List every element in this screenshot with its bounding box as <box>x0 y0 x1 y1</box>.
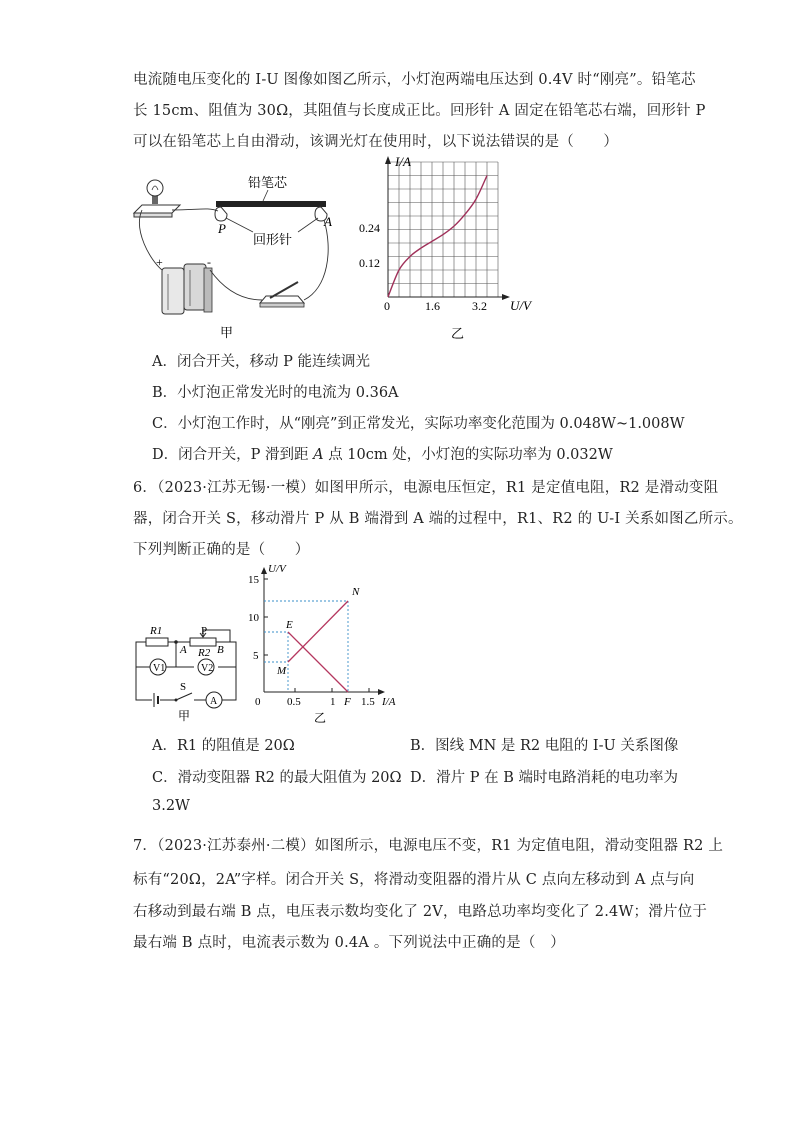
q6-option-c[interactable]: C．滑动变阻器 R2 的最大阻值为 20Ω <box>152 770 402 786</box>
label-p: P <box>218 221 226 236</box>
q7-line-4: 最右端 B 点时，电流表示数为 0.4A 。下列说法中正确的是（ ） <box>133 935 565 951</box>
minus-sign: - <box>207 255 211 269</box>
q5-option-d-post: 点 10cm 处，小灯泡的实际功率为 0.032W <box>323 447 613 463</box>
fig6-xtick-1: 1 <box>330 696 336 708</box>
q6-line-3: 下列判断正确的是（ ） <box>133 542 310 558</box>
point-n: N <box>352 586 360 598</box>
intro-line-2: 长 15cm、阻值为 30Ω，其阻值与长度成正比。回形针 A 固定在铅笔芯右端，回形针 P <box>133 103 706 119</box>
label-r1: R1 <box>150 625 163 637</box>
fig5-xtick-32: 3.2 <box>472 299 487 313</box>
fig5-x-arrow <box>502 294 510 300</box>
fig6-ui-graph <box>248 562 408 732</box>
q6-line-2: 器，闭合开关 S，移动滑片 P 从 B 端滑到 A 端的过程中，R1、R2 的 U-I 关系如图乙所示。 <box>133 511 743 527</box>
point-f: F <box>344 696 351 708</box>
fig5-graph-caption: 乙 <box>451 326 465 341</box>
label-s: S <box>180 681 187 693</box>
switch-icon <box>260 282 304 307</box>
q5-option-d-pre: D．闭合开关，P 滑到距 <box>152 447 314 463</box>
intro-line-3: 可以在铅笔芯上自由滑动，该调光灯在使用时，以下说法错误的是（ ） <box>133 134 619 150</box>
fig6-circuit <box>128 622 243 722</box>
q5-option-b[interactable]: B．小灯泡正常发光时的电流为 0.36A <box>152 385 399 401</box>
fig5-grid <box>388 162 498 297</box>
clip-p <box>215 207 227 221</box>
fig6-y-arrow <box>261 567 267 574</box>
q7-line-2: 标有“20Ω，2A”字样。闭合开关 S，将滑动变阻器的滑片从 C 点向左移动到 A 点与向 <box>133 872 695 888</box>
fig6-ytick-10: 10 <box>248 612 259 624</box>
q5-option-d-point: A <box>313 447 324 463</box>
point-m: M <box>277 665 287 677</box>
battery-icon <box>162 264 212 314</box>
bulb-icon <box>134 180 180 217</box>
label-ammeter: A <box>210 696 218 707</box>
fig6-xlabel: I/A <box>382 696 396 708</box>
plus-sign: + <box>156 255 163 269</box>
fig6-x-arrow <box>378 689 385 695</box>
clip-label: 回形针 <box>253 232 293 247</box>
intro-line-1: 电流随电压变化的 I-U 图像如图乙所示，小灯泡两端电压达到 0.4V 时“刚亮”。铅笔芯 <box>133 72 696 88</box>
label-v1: V1 <box>153 663 166 674</box>
fig6-circuit-caption: 甲 <box>178 709 191 722</box>
fig5-xtick-16: 1.6 <box>425 299 440 313</box>
pencil-lead <box>216 201 326 207</box>
fig6-ytick-5: 5 <box>253 650 259 662</box>
label-a: A <box>324 214 332 229</box>
point-e: E <box>286 619 293 631</box>
q7-line-1: 7．（2023·江苏泰州·二模）如图所示，电源电压不变，R1 为定值电阻，滑动变阻器 R2 上 <box>133 838 724 854</box>
q5-option-c[interactable]: C．小灯泡工作时，从“刚亮”到正常发光，实际功率变化范围为 0.048W~1.008W <box>152 416 685 432</box>
fig6-ytick-15: 15 <box>248 574 259 586</box>
rheostat-r2 <box>190 638 216 646</box>
fig5-circuit-caption: 甲 <box>220 325 234 340</box>
fig5-y-arrow <box>385 156 391 164</box>
fig6-xtick-15: 1.5 <box>361 696 375 708</box>
pencil-label: 铅笔芯 <box>248 175 288 190</box>
q6-option-d[interactable]: D．滑片 P 在 B 端时电路消耗的电功率为 <box>410 770 678 786</box>
resistor-r1 <box>146 638 168 646</box>
fig6-ylabel: U/V <box>268 563 286 575</box>
fig5-xlabel: U/V <box>510 298 531 313</box>
fig5-circuit <box>128 170 353 340</box>
fig6-graph-caption: 乙 <box>314 711 327 725</box>
q6-option-d-cont: 3.2W <box>152 798 190 814</box>
line-mn <box>288 601 348 662</box>
q6-line-1: 6．（2023·江苏无锡·一模）如图甲所示，电源电压恒定，R1 是定值电阻，R2 是滑动变阻 <box>133 480 719 496</box>
fig5-xtick-0: 0 <box>384 299 390 313</box>
q5-option-d[interactable] <box>152 443 613 464</box>
q6-option-b[interactable]: B．图线 MN 是 R2 电阻的 I-U 关系图像 <box>410 738 679 754</box>
fig6-xtick-05: 0.5 <box>287 696 301 708</box>
fig5-iu-graph <box>355 152 550 342</box>
label-p-slider: P <box>201 625 208 637</box>
line-ef <box>288 632 348 692</box>
label-a-node: A <box>180 644 187 656</box>
fig5-ytick-012: 0.12 <box>359 256 380 270</box>
q7-line-3: 右移动到最右端 B 点，电压表示数均变化了 2V，电路总功率均变化了 2.4W；滑片位于 <box>133 904 708 920</box>
fig5-ylabel: I/A <box>395 154 411 169</box>
label-v2: V2 <box>201 663 214 674</box>
fig6-xtick-0: 0 <box>255 696 261 708</box>
label-r2: R2 <box>198 647 211 659</box>
q5-option-a[interactable]: A．闭合开关，移动 P 能连续调光 <box>152 354 370 370</box>
q6-option-a[interactable]: A．R1 的阻值是 20Ω <box>152 738 295 754</box>
label-b-node: B <box>217 644 224 656</box>
fig5-ytick-024: 0.24 <box>359 221 380 235</box>
fig5-iu-curve <box>388 176 487 298</box>
